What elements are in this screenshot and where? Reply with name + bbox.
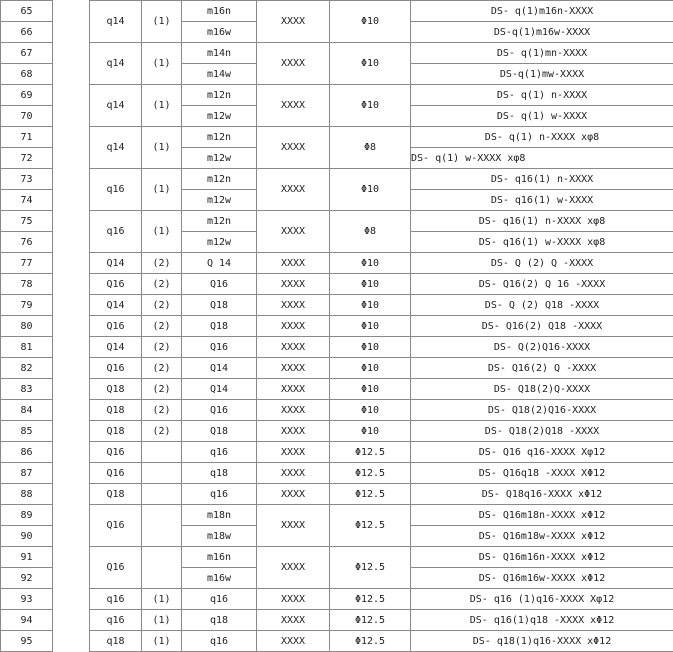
row-number-cell: 93: [1, 589, 53, 610]
row-number-cell: 82: [1, 358, 53, 379]
group-cell: (1): [142, 610, 182, 631]
row-number-cell: 69: [1, 85, 53, 106]
variant-cell: Q18: [182, 316, 257, 337]
diameter-cell: Φ8: [330, 211, 411, 253]
table-row: [1, 400, 673, 421]
model-name-cell: DS- q16(1) w-XXXX: [411, 190, 673, 211]
group-cell: (2): [142, 358, 182, 379]
spacer-cell: [53, 106, 90, 127]
row-number-cell: 70: [1, 106, 53, 127]
table-row: [1, 85, 673, 106]
table-row: [1, 421, 673, 442]
model-name-cell: DS- q16(1) n-XXXX xφ8: [411, 211, 673, 232]
code-cell: XXXX: [257, 610, 330, 631]
row-number-cell: 72: [1, 148, 53, 169]
model-name-cell: DS- Q16m18n-XXXX xΦ12: [411, 505, 673, 526]
group-cell: [142, 547, 182, 589]
spacer-cell: [53, 316, 90, 337]
row-number-cell: 94: [1, 610, 53, 631]
code-cell: XXXX: [257, 505, 330, 547]
diameter-cell: Φ12.5: [330, 610, 411, 631]
model-name-cell: DS- Q18q16-XXXX xΦ12: [411, 484, 673, 505]
spacer-cell: [53, 1, 90, 22]
spec-cell: q14: [90, 43, 142, 85]
variant-cell: m12w: [182, 106, 257, 127]
model-name-cell: DS- Q16(2) Q18 -XXXX: [411, 316, 673, 337]
table-row: [1, 316, 673, 337]
row-number-cell: 78: [1, 274, 53, 295]
group-cell: [142, 442, 182, 463]
model-name-cell: DS- Q16m16w-XXXX xΦ12: [411, 568, 673, 589]
code-cell: XXXX: [257, 85, 330, 127]
spacer-cell: [53, 358, 90, 379]
spec-cell: Q16: [90, 547, 142, 589]
spec-cell: Q16: [90, 316, 142, 337]
spec-cell: Q14: [90, 337, 142, 358]
spacer-cell: [53, 589, 90, 610]
variant-cell: Q16: [182, 274, 257, 295]
spacer-cell: [53, 211, 90, 232]
spec-cell: Q16: [90, 442, 142, 463]
diameter-cell: Φ10: [330, 295, 411, 316]
variant-cell: q16: [182, 484, 257, 505]
model-name-cell: DS- q16(1)q18 -XXXX xΦ12: [411, 610, 673, 631]
variant-cell: m18n: [182, 505, 257, 526]
code-cell: XXXX: [257, 400, 330, 421]
model-name-cell: DS- Q18(2)Q-XXXX: [411, 379, 673, 400]
model-name-cell: DS- q(1)m16n-XXXX: [411, 1, 673, 22]
code-cell: XXXX: [257, 43, 330, 85]
diameter-cell: Φ10: [330, 85, 411, 127]
diameter-cell: Φ12.5: [330, 442, 411, 463]
row-number-cell: 68: [1, 64, 53, 85]
variant-cell: m14w: [182, 64, 257, 85]
spacer-cell: [53, 148, 90, 169]
variant-cell: m18w: [182, 526, 257, 547]
code-cell: XXXX: [257, 211, 330, 253]
model-name-cell: DS- q16(1) w-XXXX xφ8: [411, 232, 673, 253]
model-name-cell: DS- Q18(2)Q16-XXXX: [411, 400, 673, 421]
code-cell: XXXX: [257, 337, 330, 358]
model-name-cell: DS- q(1) n-XXXX xφ8: [411, 127, 673, 148]
spacer-cell: [53, 337, 90, 358]
group-cell: (2): [142, 421, 182, 442]
group-cell: (1): [142, 589, 182, 610]
spacer-cell: [53, 526, 90, 547]
group-cell: (2): [142, 253, 182, 274]
group-cell: (2): [142, 337, 182, 358]
variant-cell: Q18: [182, 295, 257, 316]
code-cell: XXXX: [257, 442, 330, 463]
variant-cell: m16n: [182, 1, 257, 22]
table-row: [1, 358, 673, 379]
code-cell: XXXX: [257, 463, 330, 484]
diameter-cell: Φ10: [330, 169, 411, 211]
row-number-cell: 79: [1, 295, 53, 316]
group-cell: (1): [142, 43, 182, 85]
model-name-cell: DS- q16(1) n-XXXX: [411, 169, 673, 190]
model-name-cell: DS- q16 (1)q16-XXXX Xφ12: [411, 589, 673, 610]
table-body: [1, 1, 673, 652]
spacer-cell: [53, 631, 90, 652]
variant-cell: m12w: [182, 232, 257, 253]
spacer-cell: [53, 442, 90, 463]
spacer-cell: [53, 274, 90, 295]
spacer-cell: [53, 463, 90, 484]
model-name-cell: DS- Q16(2) Q -XXXX: [411, 358, 673, 379]
variant-cell: q16: [182, 442, 257, 463]
diameter-cell: Φ10: [330, 274, 411, 295]
group-cell: (1): [142, 85, 182, 127]
spec-cell: q16: [90, 610, 142, 631]
spacer-cell: [53, 505, 90, 526]
diameter-cell: Φ8: [330, 127, 411, 169]
row-number-cell: 90: [1, 526, 53, 547]
variant-cell: m16w: [182, 22, 257, 43]
model-name-cell: DS- Q16m16n-XXXX xΦ12: [411, 547, 673, 568]
spacer-cell: [53, 484, 90, 505]
model-name-cell: DS- Q18(2)Q18 -XXXX: [411, 421, 673, 442]
diameter-cell: Φ10: [330, 379, 411, 400]
model-name-cell: DS- Q16q18 -XXXX XΦ12: [411, 463, 673, 484]
group-cell: (2): [142, 274, 182, 295]
table-row: [1, 43, 673, 64]
spacer-cell: [53, 253, 90, 274]
row-number-cell: 92: [1, 568, 53, 589]
row-number-cell: 65: [1, 1, 53, 22]
diameter-cell: Φ12.5: [330, 589, 411, 610]
variant-cell: m12n: [182, 211, 257, 232]
group-cell: (2): [142, 379, 182, 400]
spacer-cell: [53, 85, 90, 106]
group-cell: (2): [142, 295, 182, 316]
spacer-cell: [53, 379, 90, 400]
spec-cell: q14: [90, 127, 142, 169]
diameter-cell: Φ10: [330, 358, 411, 379]
group-cell: (1): [142, 169, 182, 211]
spacer-cell: [53, 43, 90, 64]
variant-cell: Q18: [182, 421, 257, 442]
table-row: [1, 337, 673, 358]
variant-cell: q18: [182, 610, 257, 631]
model-name-cell: DS- q(1) w-XXXX: [411, 106, 673, 127]
variant-cell: m16n: [182, 547, 257, 568]
spec-cell: Q14: [90, 253, 142, 274]
spec-cell: q16: [90, 589, 142, 610]
code-cell: XXXX: [257, 316, 330, 337]
spec-cell: q16: [90, 211, 142, 253]
row-number-cell: 73: [1, 169, 53, 190]
model-name-cell: DS-q(1)m16w-XXXX: [411, 22, 673, 43]
row-number-cell: 75: [1, 211, 53, 232]
variant-cell: q18: [182, 463, 257, 484]
spacer-cell: [53, 22, 90, 43]
spec-cell: Q18: [90, 379, 142, 400]
code-cell: XXXX: [257, 589, 330, 610]
row-number-cell: 80: [1, 316, 53, 337]
variant-cell: Q16: [182, 400, 257, 421]
variant-cell: q16: [182, 589, 257, 610]
spec-cell: Q16: [90, 274, 142, 295]
model-name-cell: DS- q(1)mn-XXXX: [411, 43, 673, 64]
row-number-cell: 67: [1, 43, 53, 64]
diameter-cell: Φ10: [330, 253, 411, 274]
row-number-cell: 89: [1, 505, 53, 526]
model-name-cell: DS- Q (2) Q -XXXX: [411, 253, 673, 274]
variant-cell: m12w: [182, 190, 257, 211]
variant-cell: m12n: [182, 169, 257, 190]
diameter-cell: Φ12.5: [330, 547, 411, 589]
row-number-cell: 84: [1, 400, 53, 421]
model-name-cell: DS- q(1) w-XXXX xφ8: [411, 148, 673, 169]
variant-cell: Q14: [182, 358, 257, 379]
row-number-cell: 76: [1, 232, 53, 253]
spec-cell: q14: [90, 85, 142, 127]
table-row: [1, 547, 673, 568]
spacer-cell: [53, 547, 90, 568]
code-cell: XXXX: [257, 358, 330, 379]
spec-cell: Q14: [90, 295, 142, 316]
group-cell: [142, 463, 182, 484]
code-cell: XXXX: [257, 379, 330, 400]
spec-cell: Q18: [90, 421, 142, 442]
code-cell: XXXX: [257, 274, 330, 295]
row-number-cell: 81: [1, 337, 53, 358]
spec-cell: q18: [90, 631, 142, 652]
group-cell: [142, 484, 182, 505]
spacer-cell: [53, 127, 90, 148]
spec-cell: Q16: [90, 505, 142, 547]
diameter-cell: Φ12.5: [330, 484, 411, 505]
table-row: [1, 442, 673, 463]
row-number-cell: 86: [1, 442, 53, 463]
table-row: [1, 211, 673, 232]
table-row: [1, 631, 673, 652]
table-row: [1, 127, 673, 148]
variant-cell: m12w: [182, 148, 257, 169]
spec-cell: q14: [90, 1, 142, 43]
spacer-cell: [53, 421, 90, 442]
table-row: [1, 484, 673, 505]
variant-cell: m14n: [182, 43, 257, 64]
group-cell: (2): [142, 316, 182, 337]
row-number-cell: 87: [1, 463, 53, 484]
spacer-cell: [53, 568, 90, 589]
model-name-cell: DS- Q16(2) Q 16 -XXXX: [411, 274, 673, 295]
spacer-cell: [53, 295, 90, 316]
diameter-cell: Φ10: [330, 400, 411, 421]
group-cell: [142, 505, 182, 547]
model-name-cell: DS- q18(1)q16-XXXX xΦ12: [411, 631, 673, 652]
diameter-cell: Φ10: [330, 43, 411, 85]
row-number-cell: 95: [1, 631, 53, 652]
model-name-cell: DS- Q(2)Q16-XXXX: [411, 337, 673, 358]
diameter-cell: Φ12.5: [330, 505, 411, 547]
row-number-cell: 74: [1, 190, 53, 211]
spacer-cell: [53, 400, 90, 421]
row-number-cell: 83: [1, 379, 53, 400]
spacer-cell: [53, 190, 90, 211]
model-name-cell: DS- q(1) n-XXXX: [411, 85, 673, 106]
spec-cell: Q18: [90, 400, 142, 421]
code-cell: XXXX: [257, 253, 330, 274]
spacer-cell: [53, 169, 90, 190]
table-row: [1, 379, 673, 400]
variant-cell: Q 14: [182, 253, 257, 274]
table-row: [1, 274, 673, 295]
variant-cell: Q16: [182, 337, 257, 358]
spec-cell: Q18: [90, 484, 142, 505]
table-row: [1, 610, 673, 631]
code-cell: XXXX: [257, 547, 330, 589]
row-number-cell: 88: [1, 484, 53, 505]
table-row: [1, 295, 673, 316]
diameter-cell: Φ12.5: [330, 463, 411, 484]
row-number-cell: 77: [1, 253, 53, 274]
spacer-cell: [53, 232, 90, 253]
table-row: [1, 463, 673, 484]
variant-cell: Q14: [182, 379, 257, 400]
table-row: [1, 589, 673, 610]
spec-cell: q16: [90, 169, 142, 211]
model-name-cell: DS- Q16 q16-XXXX Xφ12: [411, 442, 673, 463]
diameter-cell: Φ10: [330, 1, 411, 43]
group-cell: (1): [142, 631, 182, 652]
code-cell: XXXX: [257, 169, 330, 211]
variant-cell: m16w: [182, 568, 257, 589]
group-cell: (2): [142, 400, 182, 421]
variant-cell: q16: [182, 631, 257, 652]
table-row: [1, 1, 673, 22]
variant-cell: m12n: [182, 85, 257, 106]
group-cell: (1): [142, 127, 182, 169]
spacer-cell: [53, 610, 90, 631]
spec-cell: Q16: [90, 463, 142, 484]
diameter-cell: Φ10: [330, 316, 411, 337]
diameter-cell: Φ10: [330, 337, 411, 358]
code-cell: XXXX: [257, 631, 330, 652]
table-row: [1, 505, 673, 526]
code-cell: XXXX: [257, 421, 330, 442]
table-row: [1, 169, 673, 190]
model-name-cell: DS- Q (2) Q18 -XXXX: [411, 295, 673, 316]
code-cell: XXXX: [257, 295, 330, 316]
code-cell: XXXX: [257, 127, 330, 169]
code-cell: XXXX: [257, 484, 330, 505]
row-number-cell: 91: [1, 547, 53, 568]
diameter-cell: Φ10: [330, 421, 411, 442]
group-cell: (1): [142, 211, 182, 253]
variant-cell: m12n: [182, 127, 257, 148]
diameter-cell: Φ12.5: [330, 631, 411, 652]
row-number-cell: 71: [1, 127, 53, 148]
spec-cell: Q16: [90, 358, 142, 379]
group-cell: (1): [142, 1, 182, 43]
model-name-cell: DS- Q16m18w-XXXX xΦ12: [411, 526, 673, 547]
code-cell: XXXX: [257, 1, 330, 43]
model-name-cell: DS-q(1)mw-XXXX: [411, 64, 673, 85]
table-row: [1, 253, 673, 274]
spacer-cell: [53, 64, 90, 85]
row-number-cell: 85: [1, 421, 53, 442]
row-number-cell: 66: [1, 22, 53, 43]
